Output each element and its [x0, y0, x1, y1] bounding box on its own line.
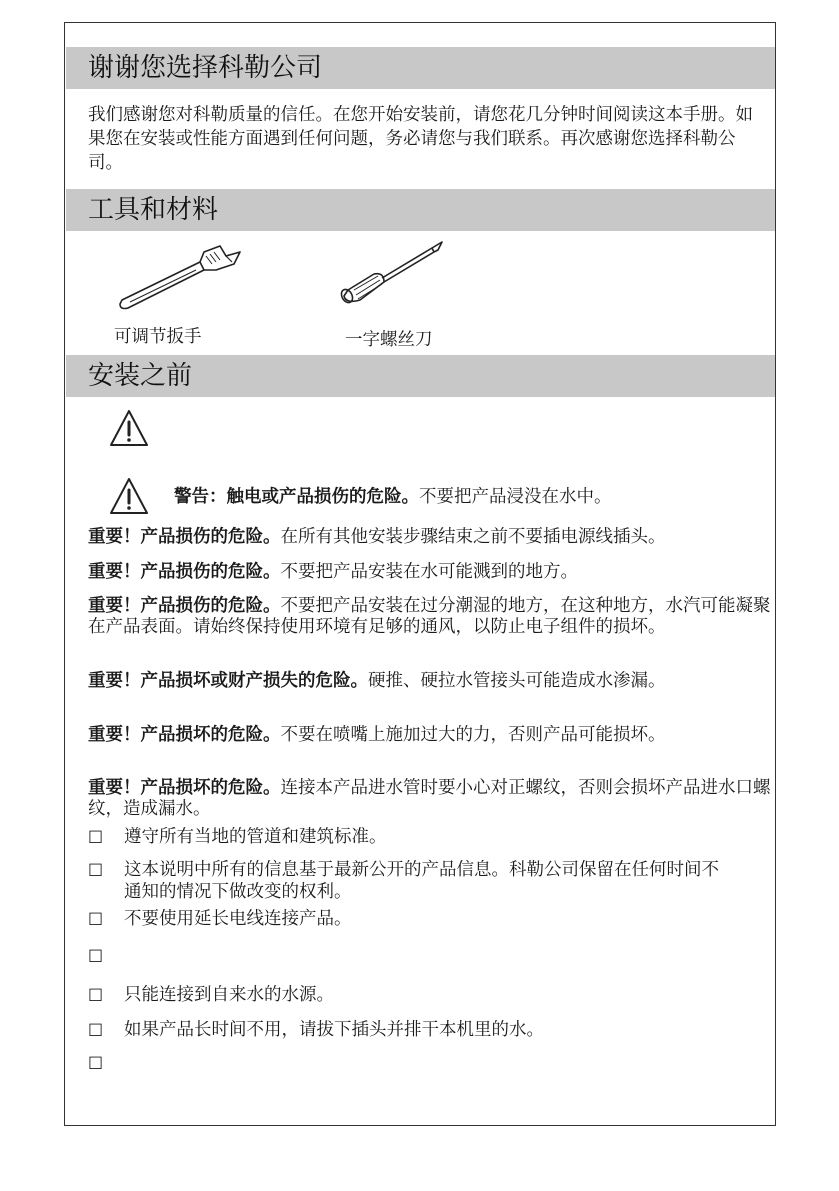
notice-body: 不要把产品安装在过分潮湿的地方，在这种地方，水汽可能凝聚在产品表面。请始终保持使用环境有足够的通风，以防止电子组件的损坏。 [88, 596, 771, 637]
notice-item [88, 562, 773, 583]
notice-item [88, 596, 773, 638]
notice-label: 重要！产品损伤的危险。 [88, 562, 281, 582]
notice-label: 重要！产品损伤的危险。 [88, 527, 281, 547]
notice-item [88, 671, 738, 692]
notice-label: 重要！产品损坏的危险。 [88, 778, 281, 798]
checklist-item: 遵守所有当地的管道和建筑标准。 [124, 827, 387, 847]
checklist-item: 只能连接到自来水的水源。 [124, 985, 334, 1005]
notice-body: 在所有其他安装步骤结束之前不要插电源线插头。 [280, 527, 666, 547]
checkbox-icon: □ [88, 908, 104, 927]
warning-label: 警告：触电或产品损伤的危险。 [174, 487, 419, 507]
notice-label: 重要！产品损伤的危险。 [88, 596, 281, 616]
checkbox-icon: □ [88, 945, 104, 964]
notice-label: 重要！产品损坏的危险。 [88, 725, 281, 745]
warning-triangle-icon [108, 476, 150, 516]
notice-body: 不要把产品安装在水可能溅到的地方。 [280, 562, 578, 582]
checklist-item: 如果产品长时间不用，请拔下插头并排干本机里的水。 [124, 1020, 544, 1040]
notice-body: 不要在喷嘴上施加过大的力，否则产品可能损坏。 [280, 725, 666, 745]
checklist-item: 不要使用延长电线连接产品。 [124, 909, 352, 929]
tool-label-screwdriver: 一字螺丝刀 [345, 330, 433, 350]
thanks-paragraph: 我们感谢您对科勒质量的信任。在您开始安装前，请您花几分钟时间阅读这本手册。如果您在安装或性能方面遇到任何问题，务必请您与我们联系。再次感谢您选择科勒公司。 [88, 105, 753, 173]
adjustable-wrench-icon [116, 242, 246, 314]
notice-item [88, 527, 773, 548]
tool-label-wrench: 可调节扳手 [114, 327, 202, 347]
flathead-screwdriver-icon [338, 238, 448, 308]
notice-item [88, 725, 738, 746]
checkbox-icon: □ [88, 1052, 104, 1071]
notice-body: 硬推、硬拉水管接头可能造成水渗漏。 [368, 671, 666, 691]
notice-body: 连接本产品进水管时要小心对正螺纹，否则会损坏产品进水口螺纹，造成漏水。 [88, 778, 771, 819]
section-header-before-install: 安装之前 [66, 355, 775, 397]
checkbox-icon: □ [88, 859, 104, 878]
checkbox-icon: □ [88, 984, 104, 1003]
warning-body: 不要把产品浸没在水中。 [419, 487, 612, 507]
section-header-tools: 工具和材料 [66, 189, 775, 231]
checkbox-icon: □ [88, 1019, 104, 1038]
notice-label: 重要！产品损坏或财产损失的危险。 [88, 671, 368, 691]
section-header-thanks: 谢谢您选择科勒公司 [66, 47, 775, 89]
notice-item [88, 778, 773, 820]
warning-text [174, 485, 612, 509]
warning-triangle-icon [108, 408, 150, 448]
checkbox-icon: □ [88, 826, 104, 845]
checklist-item: 这本说明中所有的信息基于最新公开的产品信息。科勒公司保留在任何时间不通知的情况下做改变的权利。 [124, 860, 719, 902]
